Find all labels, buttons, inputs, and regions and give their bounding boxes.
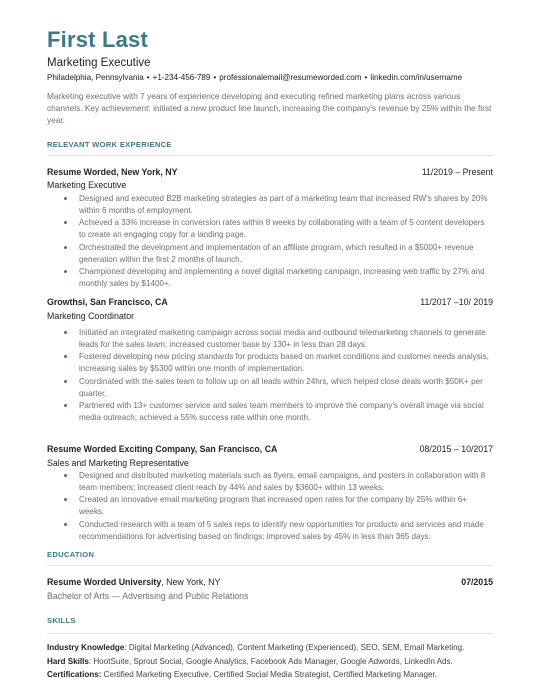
candidate-title: Marketing Executive [47,57,151,69]
bullet-item [47,494,493,518]
job-bullets [47,470,493,543]
job-role: Marketing Coordinator [47,311,135,321]
section-divider [47,155,493,156]
bullet-dot-icon [64,355,67,358]
skills-row [47,655,493,669]
bullet-text: Orchestrated the development and implementation of an affiliate program, which resulted in a $5000+ revenue generation within the first 2 months of launch. [79,242,474,264]
job-dates: 08/2015 – 10/2017 [419,444,493,454]
bullet-text: Fostered developing new pricing standards for products based on market conditions and customer needs analysis, increasing sales by $5300 within one month of implementation. [79,352,489,374]
job-company: Resume Worded Exciting Company, San Francisco, CA [47,444,278,454]
bullet-item [47,351,493,375]
contact-location: Philadelphia, Pennsylvania [47,73,144,82]
skills-value: Certified Marketing Executive, Certified Social Media Strategist, Certified Marketing Manager. [101,670,438,679]
job-bullets [47,193,493,290]
job-dates: 11/2019 – Present [421,167,493,177]
bullet-text: Designed and distributed marketing materials such as flyers, email campaigns, and posters in collaboration with 8 team members; increased client reach by 44% and sales by $3600+ within 13 weeks. [79,471,486,492]
bullet-dot-icon [64,246,67,249]
bullet-dot-icon [64,404,67,407]
skills-value: : HootSuite, Sprout Social, Google Analytics, Facebook Ads Manager, Google Adwords, LinkedIn Ads. [88,656,453,666]
bullet-text: Coordinated with the sales team to follow up on all leads within 24hrs, which helped close deals worth $50K+ per quarter. [79,376,483,398]
bullet-item [47,400,493,424]
section-divider [47,633,493,634]
job-company: Growthsi, San Francisco, CA [47,297,168,307]
bullet-dot-icon [64,523,67,526]
skills-list [47,641,493,682]
contact-separator: • [364,73,368,82]
bullet-dot-icon [64,331,67,334]
section-title-education: EDUCATION [47,550,95,559]
section-title-experience: RELEVANT WORK EXPERIENCE [47,140,172,149]
section-title-skills: SKILLS [47,616,76,625]
bullet-dot-icon [64,197,67,200]
contact-separator: • [213,73,217,82]
bullet-dot-icon [64,474,67,477]
bullet-dot-icon [64,270,67,273]
skills-label: Industry Knowledge [47,643,125,652]
education-school: Resume Worded University [47,577,162,587]
bullet-item [47,470,493,494]
contact-linkedin: linkedin.com/in/username [370,73,463,82]
skills-row [47,668,493,682]
bullet-item [47,519,493,543]
job-dates: 11/2017 –10/ 2019 [420,297,493,307]
bullet-text: Initiated an integrated marketing campaign across social media and outbound telemarketing channels to generate leads for the sales team; increased customer base by 130+ in less than 28 days. [79,328,486,349]
bullet-item [47,193,493,217]
bullet-item [47,217,493,241]
skills-label: Certifications: [47,670,102,679]
bullet-dot-icon [64,498,67,501]
skills-row [47,641,493,655]
job-bullets [47,327,493,424]
bullet-item [47,266,493,290]
skills-value: : Digital Marketing (Advanced), Content Marketing (Experienced), SEO, SEM, Email Marketing. [124,643,465,652]
bullet-item [47,376,493,400]
education-date: 07/2015 [461,577,493,587]
job-role: Marketing Executive [47,180,127,190]
education-location: , New York, NY [161,577,221,587]
job-company: Resume Worded, New York, NY [47,167,178,177]
bullet-text: Partnered with 13+ customer service and sales team members to improve the company's overall image via social media outreach; achieved a 55% success rate within one month. [79,400,484,422]
bullet-dot-icon [64,380,67,383]
summary-paragraph: Marketing executive with 7 years of experience developing and executing refined marketing plans across various channels. Key achievement: initiated a new product line launch, increasing the company's revenue by 25% within the first year. [47,91,492,125]
bullet-text: Achieved a 33% increase in conversion rates within 8 weeks by collaborating with a team of 5 content developers to create an engaging copy for a landing page. [79,218,485,240]
bullet-dot-icon [64,221,67,224]
bullet-text: Created an innovative email marketing program that increased open rates for the company by 25% within 6+ weeks. [79,495,468,517]
education-degree: Bachelor of Arts — Advertising and Public Relations [47,591,249,601]
job-role: Sales and Marketing Representative [47,458,189,468]
bullet-text: Championed developing and implementing a novel digital marketing campaign, increasing web traffic by 27% and monthly sales by $1400+. [79,266,485,288]
job-header [47,444,493,454]
job-header [47,297,493,307]
section-divider [47,565,493,566]
contact-separator: • [146,73,150,82]
education-header [47,577,493,587]
job-header [47,167,493,177]
candidate-name: First Last [47,27,149,52]
bullet-item [47,242,493,266]
contact-email: professionalemail@resumeworded.com [219,73,362,82]
bullet-text: Conducted research with a team of 5 sales reps to identify new opportunities for products and services and made recommendations for advertising based on findings; improved sales by 45% in less than 365 days. [79,519,484,541]
contact-line [47,73,462,82]
contact-phone: +1-234-456-789 [152,73,211,82]
bullet-item [47,327,493,351]
bullet-text: Designed and executed B2B marketing strategies as part of a marketing team that increased RW's shares by 20% within 6 months of employment. [79,194,488,215]
skills-label: Hard Skills [47,656,89,666]
